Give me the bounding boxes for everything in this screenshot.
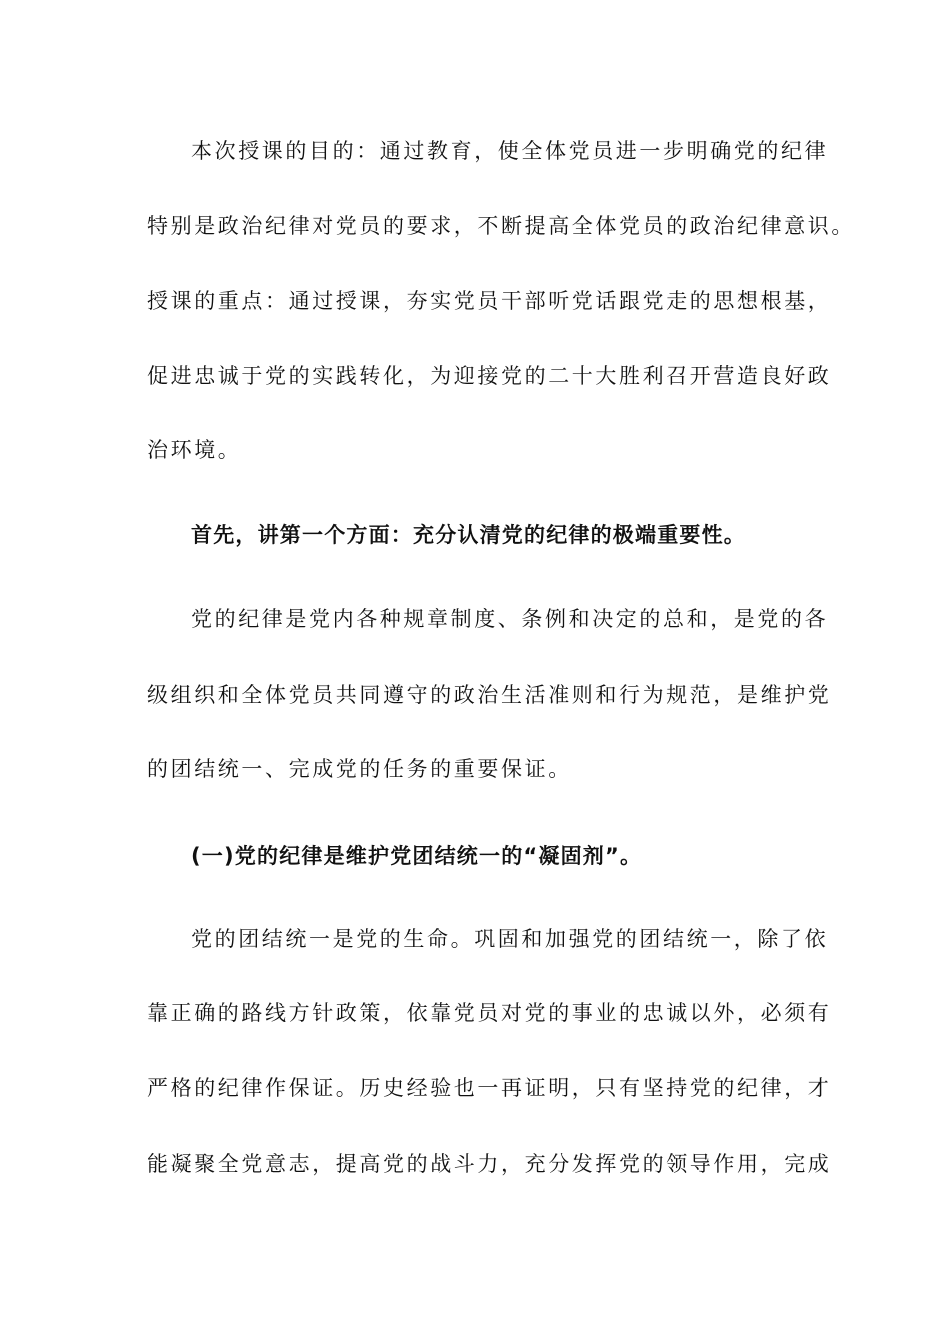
subsection-heading: (一)党的纪律是维护党团结统一的“凝固剂”。	[191, 844, 643, 868]
section-heading: 首先，讲第一个方面：充分认清党的纪律的极端重要性。	[191, 523, 746, 547]
paragraph-line: 治环境。	[147, 438, 242, 462]
paragraph-line: 特别是政治纪律对党员的要求，不断提高全体党员的政治纪律意识。	[147, 214, 855, 238]
paragraph-line: 授课的重点：通过授课，夯实党员干部听党话跟党走的思想根基，	[147, 289, 832, 313]
paragraph-line: 本次授课的目的：通过教育，使全体党员进一步明确党的纪律	[191, 139, 829, 163]
paragraph-line: 级组织和全体党员共同遵守的政治生活准则和行为规范，是维护党	[147, 683, 832, 707]
paragraph-line: 党的团结统一是党的生命。巩固和加强党的团结统一，除了依	[191, 927, 829, 951]
paragraph-line: 能凝聚全党意志，提高党的战斗力，充分发挥党的领导作用，完成	[147, 1152, 832, 1176]
paragraph-line: 严格的纪律作保证。历史经验也一再证明，只有坚持党的纪律，才	[147, 1076, 832, 1100]
paragraph-line: 的团结统一、完成党的任务的重要保证。	[147, 757, 572, 781]
paragraph-line: 促进忠诚于党的实践转化，为迎接党的二十大胜利召开营造良好政	[147, 364, 832, 388]
paragraph-line: 靠正确的路线方针政策，依靠党员对党的事业的忠诚以外，必须有	[147, 1001, 832, 1025]
paragraph-line: 党的纪律是党内各种规章制度、条例和决定的总和，是党的各	[191, 607, 829, 631]
